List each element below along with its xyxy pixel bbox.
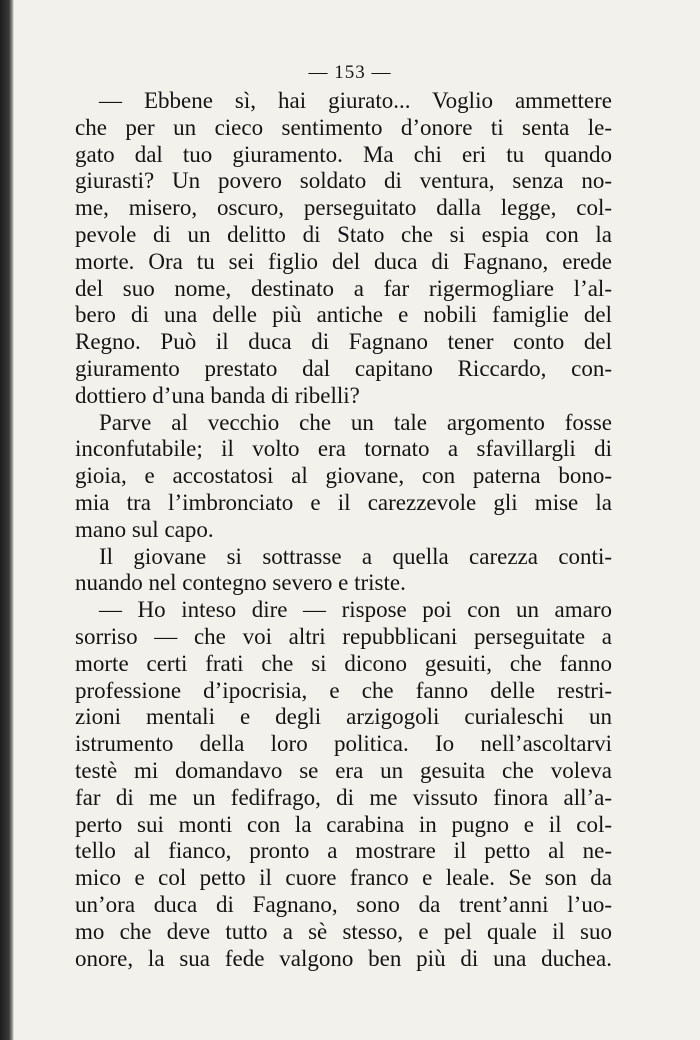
text-line: dottiero d’una banda di ribelli? <box>75 382 360 408</box>
text-line: testè mi domandavo se era un gesuita che voleva <box>75 757 612 783</box>
text-line: del suo nome, destinato a far rigermogliare l’al- <box>75 275 612 301</box>
text-line: Regno. Può il duca di Fagnano tener conto del <box>75 329 612 355</box>
text-line: inconfutabile; il volto era tornato a sfavillargli di <box>75 436 612 462</box>
text-line: nuando nel contegno severo e triste. <box>75 570 406 596</box>
text-line: gato dal tuo giuramento. Ma chi eri tu quando <box>75 141 612 167</box>
text-line: bero di una delle più antiche e nobili famiglie del <box>75 302 612 328</box>
text-line: istrumento della loro politica. Io nell’ascoltarvi <box>75 731 612 757</box>
text-line: che per un cieco sentimento d’onore ti senta le- <box>75 114 612 140</box>
text-line: mo che deve tutto a sè stesso, e pel quale il suo <box>75 918 612 944</box>
text-line: sorriso — che voi altri repubblicani perseguitate a <box>75 623 612 649</box>
book-spine-edge <box>0 0 14 1040</box>
text-line: mano sul capo. <box>75 516 214 542</box>
text-line: Parve al vecchio che un tale argomento fosse <box>99 409 612 435</box>
text-line: pevole di un delitto di Stato che si espia con la <box>75 221 612 247</box>
body-text <box>75 88 612 972</box>
text-line: professione d’ipocrisia, e che fanno delle restri- <box>75 677 612 703</box>
text-line: tello al fianco, pronto a mostrare il petto al ne- <box>75 838 612 864</box>
text-line: — Ho inteso dire — rispose poi con un amaro <box>99 597 612 623</box>
text-line: far di me un fedifrago, di me vissuto finora all’a- <box>75 784 612 810</box>
text-line: morte certi frati che si dicono gesuiti, che fanno <box>75 650 612 676</box>
text-line: onore, la sua fede valgono ben più di una duchea. <box>75 945 612 971</box>
text-line: zioni mentali e degli arzigogoli curialeschi un <box>75 704 612 730</box>
text-line: perto sui monti con la carabina in pugno e il col- <box>75 811 612 837</box>
text-line: Il giovane si sottrasse a quella carezza conti- <box>99 543 612 569</box>
text-line: — Ebbene sì, hai giurato... Voglio ammettere <box>99 88 612 113</box>
text-line: giuramento prestato dal capitano Riccardo, con- <box>75 355 612 381</box>
text-line: mico e col petto il cuore franco e leale. Se son da <box>75 865 612 891</box>
text-line: giurasti? Un povero soldato di ventura, senza no- <box>75 168 612 194</box>
text-line: gioia, e accostatosi al giovane, con paterna bono- <box>75 463 612 489</box>
text-line: un’ora duca di Fagnano, sono da trent’anni l’uo- <box>75 891 612 917</box>
text-line: morte. Ora tu sei figlio del duca di Fagnano, erede <box>75 248 612 274</box>
text-line: mia tra l’imbronciato e il carezzevole gli mise la <box>75 489 612 515</box>
page-number: — 153 — <box>308 62 392 83</box>
text-line: me, misero, oscuro, perseguitato dalla legge, col- <box>75 195 612 221</box>
